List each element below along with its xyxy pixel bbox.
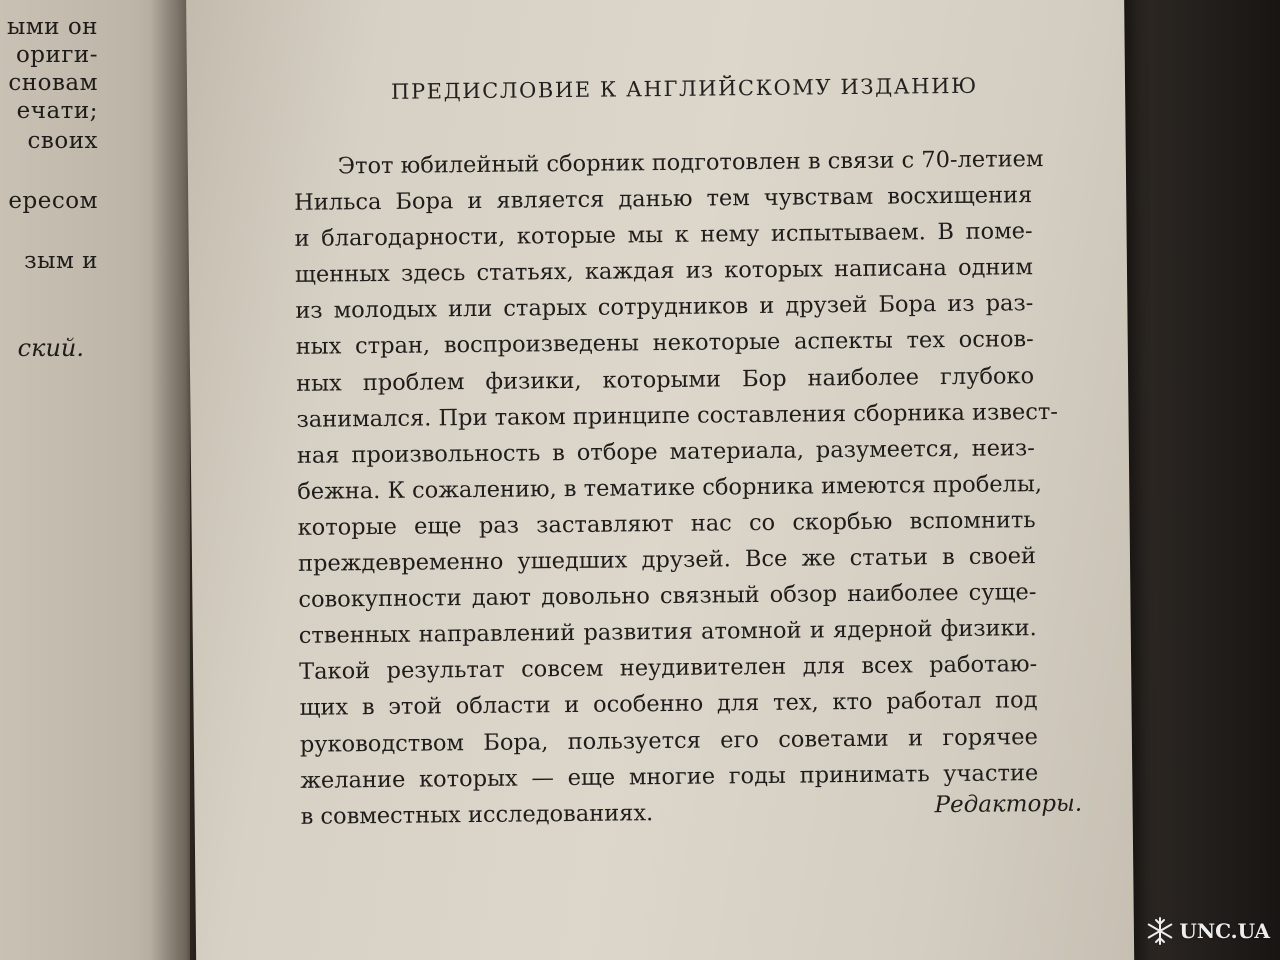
text-line: и благодарности, которые мы к нему испытываем. В поме-: [294, 218, 1033, 253]
text-line: которые еще раз заставляют нас со скорбью вспомнить: [297, 507, 1036, 541]
text-line: ная произвольность в отборе материала, разумеется, неиз-: [296, 434, 1035, 469]
text-line: преждевременно ушедших друзей. Все же статьи в своей: [297, 543, 1037, 577]
left-page-line: ориги-: [15, 42, 98, 68]
text-line: бежна. К сожалению, в тематике сборника имеются пробелы,: [297, 470, 1043, 505]
text-line: Такой результат совсем неудивителен для всех работаю-: [299, 651, 1038, 686]
watermark: [1145, 916, 1270, 946]
text-line: руководством Бора, пользуется его советами и горячее: [299, 723, 1039, 758]
left-page-line: сновам: [8, 70, 98, 96]
left-page-line: зым и: [24, 248, 98, 274]
right-page: [186, 0, 1134, 960]
left-page-signature: ский.: [17, 334, 84, 362]
left-page-line: ересом: [8, 188, 98, 214]
text-line: щих в этой области и особенно для тех, кто работал под: [299, 687, 1038, 722]
preface-text: [294, 141, 1059, 834]
dark-background: [1150, 0, 1280, 960]
text-line: ных стран, воспроизведены некоторые аспекты тех основ-: [295, 326, 1034, 361]
left-page-line: ыми он: [6, 14, 98, 40]
text-line: щенных здесь статьях, каждая из которых написана одним: [294, 254, 1034, 289]
text-line: из молодых или старых сотрудников и друзей Бора из раз-: [295, 290, 1034, 325]
text-line: желание которых — еще многие годы принимать участие: [300, 759, 1039, 794]
left-page-line: своих: [27, 128, 98, 154]
editors-signature: Редакторы.: [934, 790, 1083, 819]
text-line: в совместных исследованиях.: [300, 799, 654, 830]
left-page-line: ечати;: [16, 98, 98, 124]
watermark-text: UNC.UA: [1179, 919, 1270, 943]
text-line: Этот юбилейный сборник подготовлен в связи с 70-летием: [337, 146, 1044, 180]
page-title: ПРЕДИСЛОВИЕ К АНГЛИЙСКОМУ ИЗДАНИЮ: [390, 73, 978, 104]
text-line: занимался. При таком принципе составления сборника извест-: [296, 398, 1059, 433]
text-line: совокупности дают довольно связный обзор наиболее суще-: [298, 579, 1037, 613]
text-line: Нильса Бора и является данью тем чувствам восхищения: [294, 182, 1033, 216]
snowflake-icon: [1145, 916, 1175, 946]
text-line: ственных направлений развития атомной и ядерной физики.: [298, 615, 1037, 650]
text-line: ных проблем физики, которыми Бор наиболее глубоко: [295, 362, 1035, 397]
